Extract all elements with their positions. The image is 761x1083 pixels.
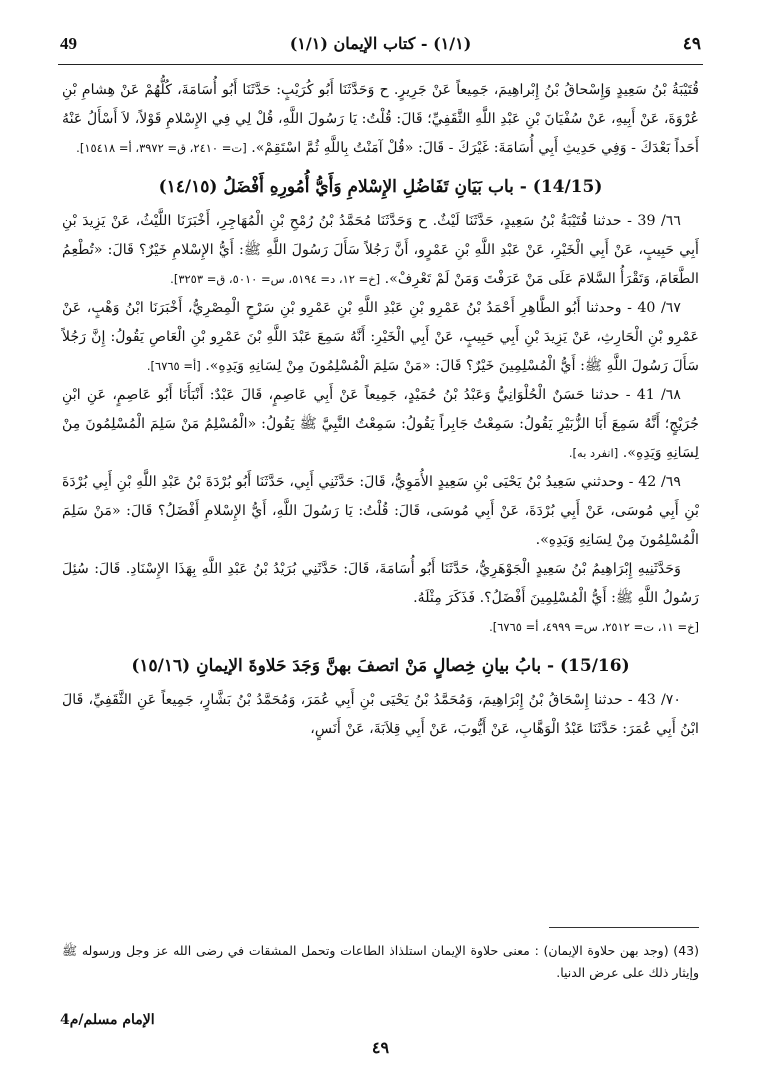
paragraph-text: ٦٦/ 39 - حدثنا قُتَيْبَةُ بْنُ سَعِيدٍ، حَدَّثَنَا لَيْثٌ. ح وَحَدَّثَنَا مُحَمَّدُ بْنُ رُمْحِ بْنِ الْمُهَاجِرِ، أَخْبَرَنَا اللَّيْثُ، عَنْ يَزِيدَ بْنِ أَبِي حَبِيبٍ، عَنْ أَبِي الْخَيْرِ، عَنْ عَبْدِ اللَّهِ بْنِ عَمْرٍو، أَنَّ رَجُلاً سَأَلَ رَسُولَ اللَّهِ ﷺ: أَيُّ الإِسْلامِ خَيْرٌ؟ قَالَ: «تُطْعِمُ الطَّعَامَ، وَتَقْرَأُ السَّلامَ عَلَى مَنْ عَرَفْتَ وَمَنْ لَمْ تَعْرِفْ». [62,213,699,287]
chapter-heading: (15/16) - بابُ بيانِ خِصالٍ مَنْ اتصفَ بهنَّ وَجَدَ حَلاوةَ الإيمانِ (١٥/١٦) [131,656,630,676]
paragraph-text: وَحَدَّثَنِيهِ إِبْرَاهِيمُ بْنُ سَعِيدٍ الْجَوْهَرِيُّ، حَدَّثَنَا أَبُو أُسَامَةَ، قَالَ: حَدَّثَنِي بُرَيْدُ بْنُ عَبْدِ اللَّهِ بِهَذَا الإِسْنَادِ. قَالَ: سُئِلَ رَسُولُ اللَّهِ ﷺ: أَيُّ الْمُسْلِمِينَ أَفْضَلُ؟. فَذَكَرَ مِثْلَهُ. [62,561,699,606]
running-title: (١/١) - كتاب الإيمان (١/١) [289,34,472,53]
paragraph-text: ٦٩/ 42 - وحدثني سَعِيدُ بْنُ يَحْيَى بْنِ سَعِيدٍ الأُمَوِيُّ، قَالَ: حَدَّثَنِي أَبِي، حَدَّثَنَا أَبُو بُرْدَةَ بْنُ عَبْدِ اللَّهِ بْنِ أَبِي بُرْدَةَ بْنِ أَبِي مُوسَى، عَنْ أَبِي بُرْدَةَ، عَنْ أَبِي مُوسَى، قَالَ: قُلْتُ: يَا رَسُولَ اللَّهِ، أَيُّ الإِسْلامِ أَفْضَلُ؟ قَالَ: «مَنْ سَلِمَ الْمُسْلِمُونَ مِنْ لِسَانِهِ وَيَدِهِ». [62,474,699,548]
signature-mark: الإمام مسلم/م4 [60,1012,155,1028]
footnote-rule [549,927,699,928]
page-number-latin: 49 [60,34,77,53]
paragraph-text: ٦٧/ 40 - وحدثنا أَبُو الطَّاهِرِ أَحْمَدُ بْنُ عَمْرِو بْنِ عَبْدِ اللَّهِ بْنِ عَمْرِو بْنِ سَرْحٍ الْمِصْرِيُّ، أَخْبَرَنَا ابْنُ وَهْبٍ، عَنْ عَمْرِو بْنِ الْحَارِثِ، عَنْ يَزِيدَ بْنِ أَبِي حَبِيبٍ، عَنْ أَبِي الْخَيْرِ: أَنَّهُ سَمِعَ عَبْدَ اللَّهِ بْنَ عَمْرِو بْنِ الْعَاصِ يَقُولُ: إِنَّ رَجُلاً سَأَلَ رَسُولَ اللَّهِ ﷺ: أَيُّ الْمُسْلِمِينَ خَيْرٌ؟ قَالَ: «مَنْ سَلِمَ الْمُسْلِمُونَ مِنْ لِسَانِهِ وَيَدِهِ». [62,300,699,374]
paragraph-text: ٧٠/ 43 - حدثنا إِسْحَاقُ بْنُ إِبْرَاهِيمَ، وَمُحَمَّدُ بْنُ يَحْيَى بْنِ أَبِي عُمَرَ، وَمُحَمَّدُ بْنُ بَشَّارٍ، جَمِيعاً عَنِ الثَّقَفِيِّ، قَالَ ابْنُ أَبِي عُمَرَ: حَدَّثَنَا عَبْدُ الْوَهَّابِ، عَنْ أَيُّوبَ، عَنْ أَبِي قِلاَبَةَ، عَنْ أَنَسٍ، [62,692,699,737]
takhrij-reference: [خ= ١٢، د= ٥١٩٤، س= ٥٠١٠، ق= ٣٢٥٣]. [170,272,381,286]
hadith-paragraph [62,294,699,381]
takhrij-reference: [أ= ٦٧٦٥]. [146,359,201,373]
hadith-paragraph [62,686,699,744]
hadith-paragraph [62,76,699,163]
hadith-paragraph [62,468,699,555]
main-text [62,76,699,744]
footer-page-number: ٤٩ [371,1038,390,1057]
page-header [60,30,701,60]
takhrij-reference: [خ= ١١، ت= ٢٥١٢، س= ٤٩٩٩، أ= ٦٧٦٥]. [489,620,699,634]
paragraph-text: ٦٨/ 41 - حدثنا حَسَنٌ الْحُلْوَانِيُّ وَعَبْدُ بْنُ حُمَيْدٍ، جَمِيعاً عَنْ أَبِي عَاصِمٍ، قَالَ عَبْدٌ: أَنْبَأَنَا أَبُو عَاصِمٍ، عَنِ ابْنِ جُرَيْجٍ؛ أَنَّهُ سَمِعَ أَبَا الزُّبَيْرِ يَقُولُ: سَمِعْتُ جَابِراً يَقُولُ: سَمِعْتُ النَّبِيَّ ﷺ يَقُولُ: «الْمُسْلِمُ مَنْ سَلِمَ الْمُسْلِمُونَ مِنْ لِسَانِهِ وَيَدِهِ». [62,387,699,461]
takhrij-reference: [ت= ٢٤١٠، ق= ٣٩٧٢، أ= ١٥٤١٨]. [76,141,247,155]
paragraph-text: قُتَيْبَةُ بْنُ سَعِيدٍ وَإِسْحاقُ بْنُ إِبْراهِيمَ، جَمِيعاً عَنْ جَرِيرٍ. ح وَحَدَّثَنَا أَبُو كُرَيْبٍ: حَدَّثَنَا أَبُو أُسَامَةَ، كُلُّهُمْ عَنْ هِشامِ بْنِ عُرْوَةَ، عَنْ أَبِيهِ، عَنْ سُفْيَانَ بْنِ عَبْدِ اللَّهِ الثَّقَفِيِّ؛ قَالَ: قُلْتُ: يَا رَسُولَ اللَّهِ، قُلْ لِي فِي الإِسْلامِ قَوْلاً، لاَ أَسْأَلُ عَنْهُ أَحَداً بَعْدَكَ - وَفِي حَدِيثِ أَبِي أُسَامَةَ: غَيْرَكَ - قَالَ: «قُلْ آمَنْتُ بِاللَّهِ ثُمَّ اسْتَقِمْ». [62,82,699,156]
hadith-paragraph [62,381,699,468]
footnote: (43) (وجد بهن حلاوة الإيمان) : معنى حلاوة الإيمان استلذاذ الطاعات وتحمل المشقات في رضى الله عز وجل ورسوله ﷺ وإيثار ذلك على عرض الدنيا. [62,943,699,980]
header-rule [58,64,703,65]
hadith-paragraph [62,207,699,294]
hadith-paragraph [62,555,699,613]
chapter-heading: (14/15) - باب بَيَانِ تَفَاضُلِ الإِسْلامِ وَأَيُّ أُمُورِهِ أَفْضَلُ (١٤/١٥) [158,177,603,197]
page-number-arabic: ٤٩ [682,34,701,54]
reference-line [62,613,699,642]
takhrij-reference: [انفرد به]. [568,446,619,460]
